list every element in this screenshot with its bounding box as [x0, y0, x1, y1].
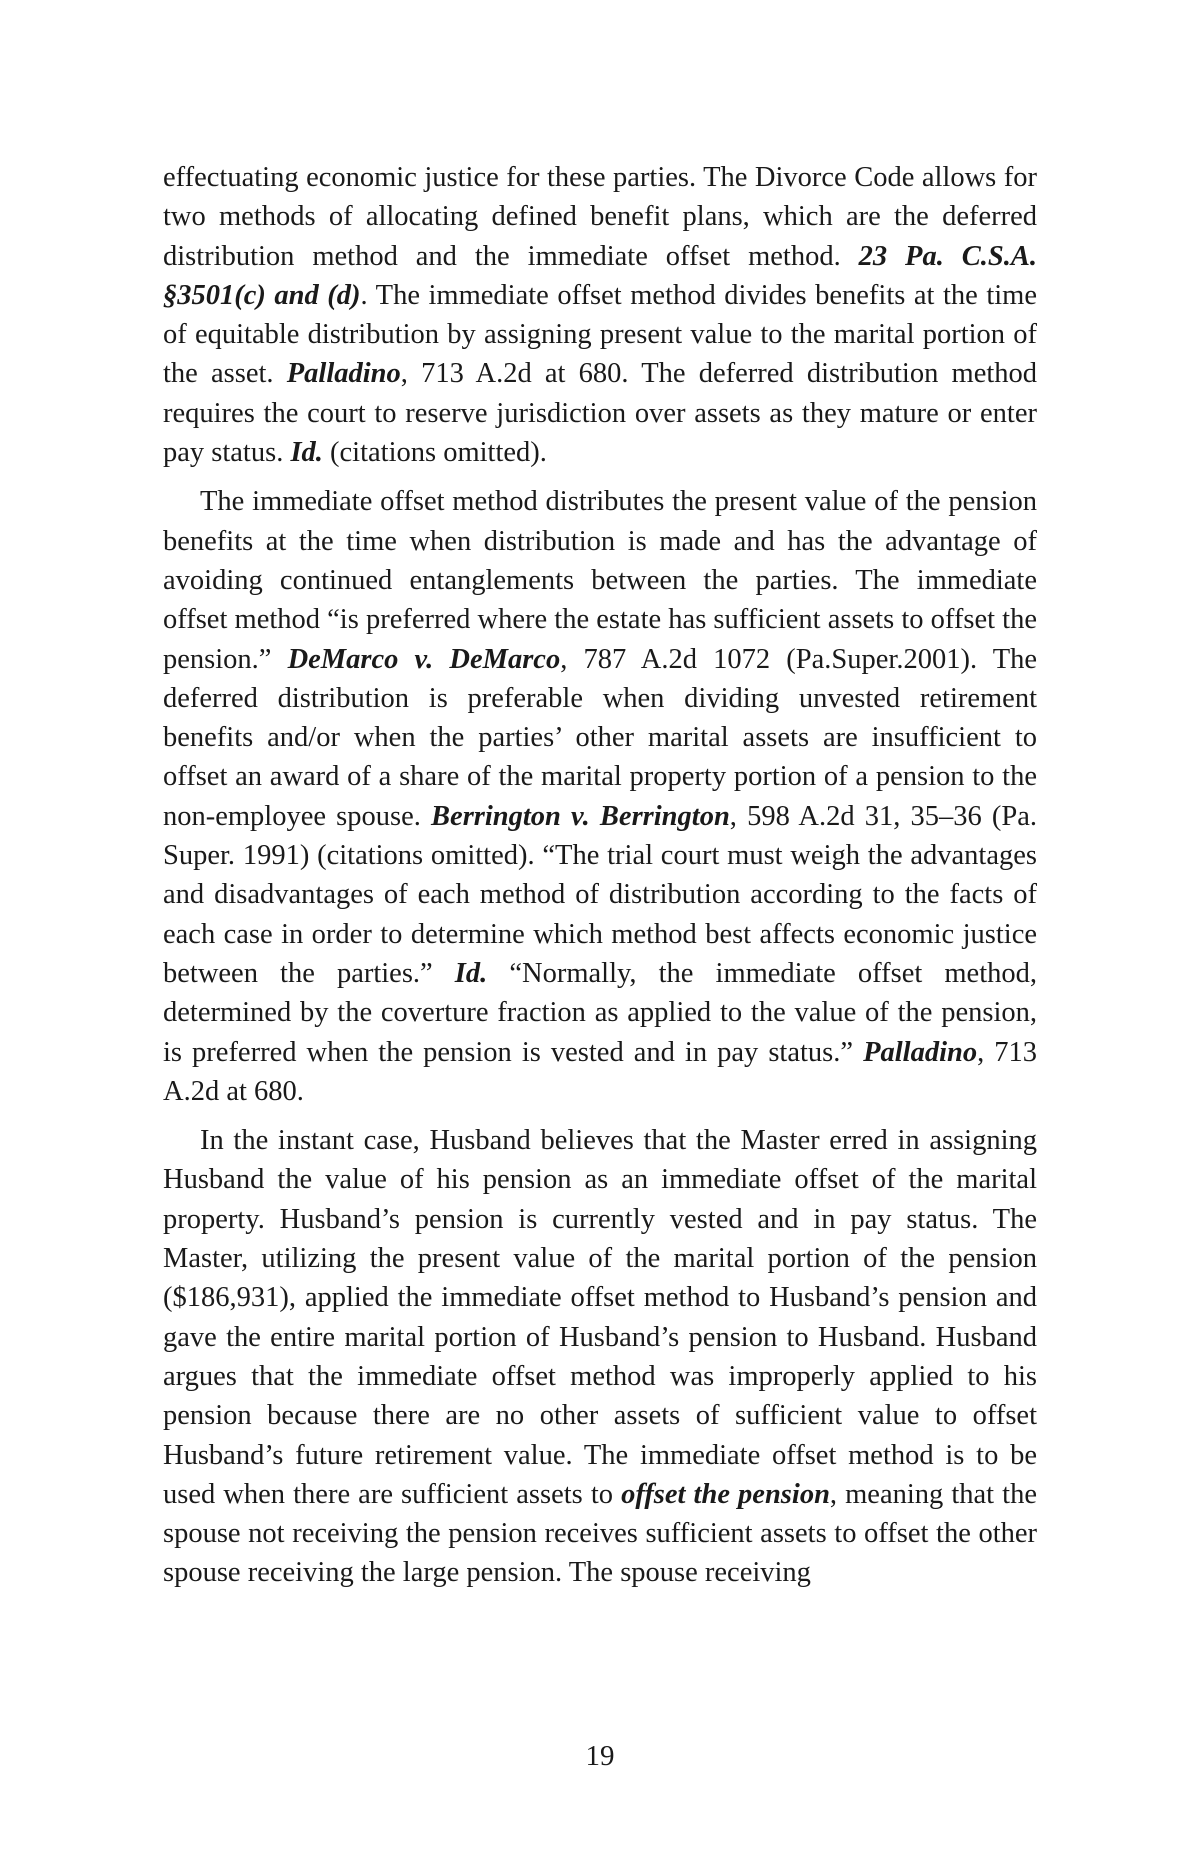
text-run: The immediate offset method distributes the present value of the pension benefits at the time when distribution is made and has the advantage of avoiding continued entanglements between the parties. The immediate offset method “is preferred where the estate has sufficient assets to offset the pension.”: [163, 486, 1037, 675]
paragraph-1: [163, 158, 1037, 472]
text-run: . The immediate offset method divides benefits at the time of equitable distribution by assigning present value to the marital portion of the asset.: [163, 279, 1037, 390]
page-number: 19: [585, 1740, 615, 1772]
text-run: , meaning that the spouse not receiving the pension receives sufficient assets to offset the other spouse receiving the large pension. The spouse receiving: [163, 1478, 1037, 1589]
text-run: (citations omitted).: [322, 437, 547, 469]
case-citation: Palladino: [863, 1036, 978, 1068]
case-citation: Berrington v. Berrington: [431, 800, 730, 832]
text-run: “Normally, the immediate offset method, determined by the coverture fraction as applied to the value of the pension, is preferred when the pension is vested and in pay status.”: [163, 957, 1037, 1068]
text-run: In the instant case, Husband believes that the Master erred in assigning Husband the value of his pension as an immediate offset of the marital property. Husband’s pension is currently vested and in pay status. The Master, utilizing the present value of the marital portion of the pension ($186,931), applied the immediate offset method to Husband’s pension and gave the entire marital portion of Husband’s pension to Husband. Husband argues that the immediate offset method was improperly applied to his pension because there are no other assets of sufficient value to offset Husband’s future retirement value. The immediate offset method is to be used when there are sufficient assets to: [163, 1125, 1037, 1510]
case-citation: Id.: [290, 437, 323, 469]
text-run: , 787 A.2d 1072 (Pa.Super.2001). The deferred distribution is preferable when dividing unvested retirement benefits and/or when the parties’ other marital assets are insufficient to offset an award of a share of the marital property portion of a pension to the non-employee spouse.: [163, 643, 1038, 832]
text-run: , 598 A.2d 31, 35–36 (Pa. Super. 1991) (citations omitted). “The trial court must weigh the advantages and disadvantages of each method of distribution according to the facts of each case in order to determine which method best affects economic justice between the parties.”: [163, 800, 1038, 989]
text-run: effectuating economic justice for these parties. The Divorce Code allows for two methods of allocating defined benefit plans, which are the deferred distribution method and the immediate offset method.: [163, 162, 1037, 272]
body-text: [163, 158, 1037, 1603]
case-citation: Palladino: [286, 358, 401, 390]
emphasis-text: offset the pension: [621, 1478, 830, 1510]
text-run: , 713 A.2d at 680. The deferred distribution method requires the court to reserve jurisdiction over assets as they mature or enter pay status.: [163, 358, 1038, 469]
text-run: , 713 A.2d at 680.: [163, 1036, 1038, 1107]
paragraph-3: [163, 1121, 1037, 1593]
case-citation: Id.: [454, 957, 488, 989]
case-citation: DeMarco v. DeMarco: [287, 643, 561, 675]
statute-citation: 23 Pa. C.S.A. §3501(c) and (d): [163, 240, 1038, 311]
paragraph-2: [163, 482, 1037, 1111]
